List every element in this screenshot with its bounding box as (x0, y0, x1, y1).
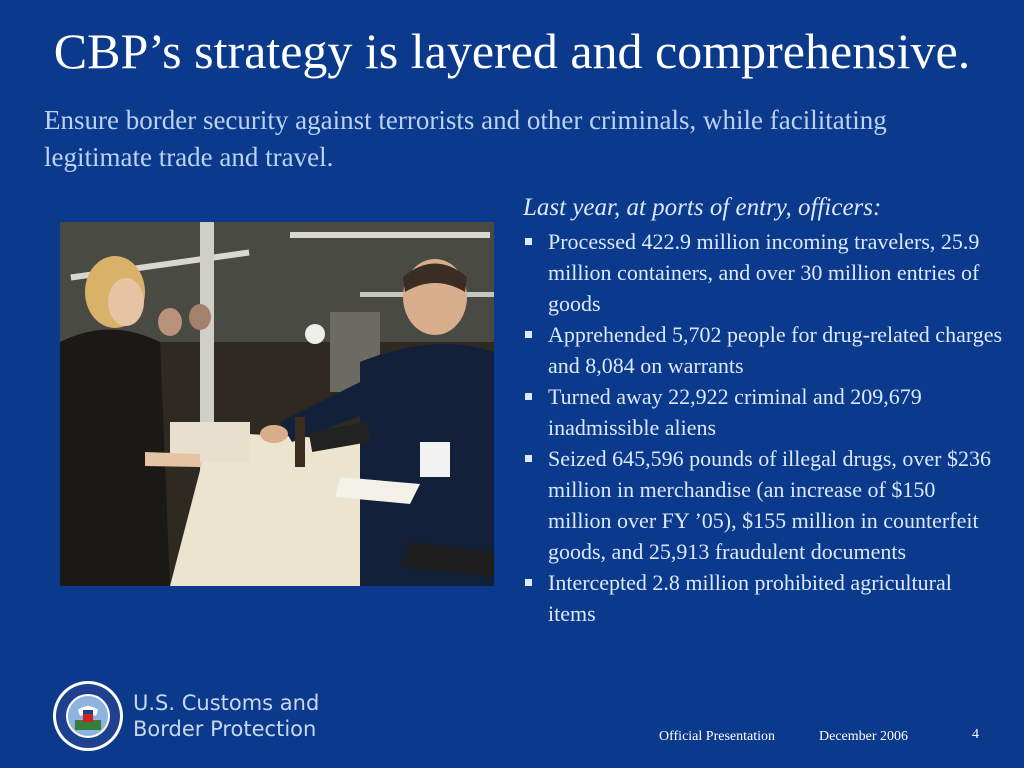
slide-title: CBP’s strategy is layered and comprehensive. (53, 23, 971, 79)
list-item (523, 443, 1003, 567)
list-item (523, 319, 1003, 381)
bullet-text: Apprehended 5,702 people for drug-related charges and 8,084 on warrants (548, 322, 1003, 378)
agency-name (133, 690, 319, 742)
agency-name-line2: Border Protection (133, 717, 317, 741)
agency-name-line1: U.S. Customs and (133, 691, 320, 715)
photo-officer-at-port-of-entry (60, 222, 494, 586)
list-item (523, 226, 1003, 319)
list-item (523, 381, 1003, 443)
photo-illustration (60, 222, 494, 586)
statistics-list (523, 226, 1003, 629)
bullet-square-icon (525, 455, 532, 462)
page-number: 4 (972, 727, 979, 742)
footer-date: December 2006 (819, 729, 909, 744)
bullet-square-icon (525, 331, 532, 338)
list-item (523, 567, 1003, 629)
bullet-text: Intercepted 2.8 million prohibited agricultural items (548, 570, 952, 626)
slide-subtitle: Ensure border security against terrorists and other criminals, while facilitating legitimate trade and travel. (44, 105, 887, 172)
bullet-text: Processed 422.9 million incoming travelers, 25.9 million containers, and over 30 million entries of goods (548, 229, 980, 316)
footer-label: Official Presentation (659, 729, 775, 744)
bullet-text: Turned away 22,922 criminal and 209,679 inadmissible aliens (548, 384, 922, 440)
bullet-square-icon (525, 579, 532, 586)
bullet-square-icon (525, 238, 532, 245)
bullet-text: Seized 645,596 pounds of illegal drugs, over $236 million in merchandise (an increase of $150 million over FY ’05), $155 million in counterfeit goods, and 25,913 fraudulent documents (548, 446, 991, 564)
bullet-square-icon (525, 393, 532, 400)
bullets-intro: Last year, at ports of entry, officers: (523, 194, 882, 221)
dhs-seal-icon (52, 680, 124, 757)
